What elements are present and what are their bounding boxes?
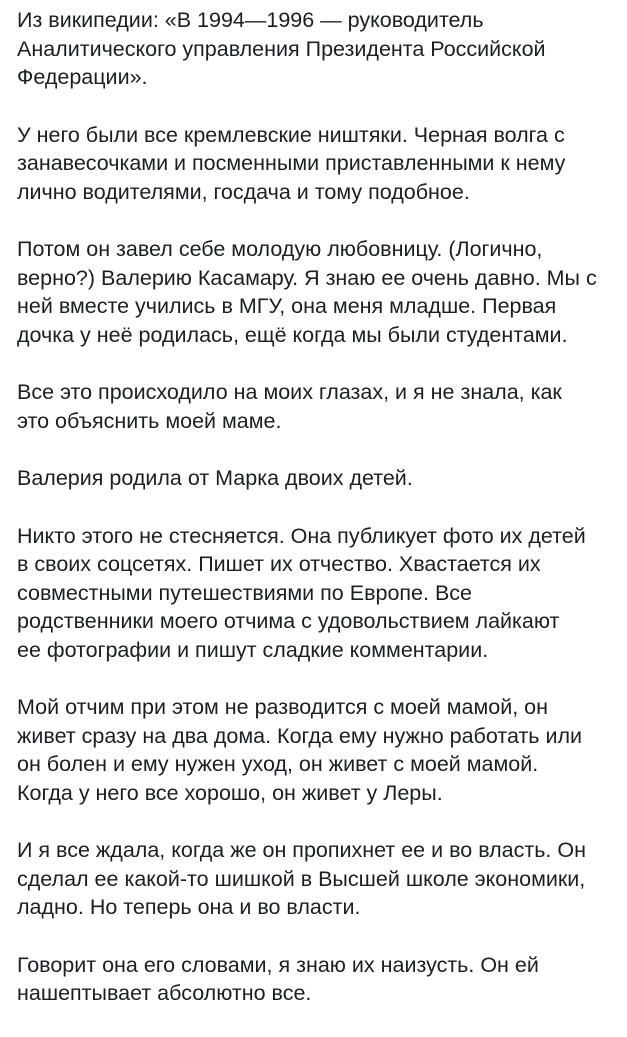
paragraph-mistress: Потом он завел себе молодую любовницу. (Логично, верно?) Валерию Касамару. Я знаю ее очень давно. Мы с ней вместе учились в МГУ, она меня младше. Первая дочка у неё родилась, ещё когда мы были студентами.: [17, 237, 597, 347]
paragraph-his-words: Говорит она его словами, я знаю их наизусть. Он ей нашептывает абсолютно все.: [17, 952, 539, 1005]
paragraph-power: И я все ждала, когда же он пропихнет ее и во власть. Он сделал ее какой-то шишкой в Высшей школе экономики, ладно. Но теперь она и во власти.: [17, 838, 586, 919]
paragraph-two-homes: Мой отчим при этом не разводится с моей мамой, он живет сразу на два дома. Когда ему нужно работать или он болен и ему нужен уход, он живет с моей мамой. Когда у него все хорошо, он живет у Леры.: [17, 695, 583, 805]
paragraph-children: Валерия родила от Марка двоих детей.: [17, 466, 413, 490]
paragraph-social-media: Никто этого не стесняется. Она публикует фото их детей в своих соцсетях. Пишет их отчество. Хвастается их совместными путешествиями по Европе. Все родственники моего отчима с удовольствием лайкают ее фотографии и пишут сладкие комментарии.: [17, 523, 586, 662]
paragraph-explain-to-mom: Все это происходило на моих глазах, и я не знала, как это объяснить моей маме.: [17, 380, 562, 433]
paragraph-wikipedia-quote: Из википедии: «В 1994—1996 — руководитель Аналитического управления Президента Российской Федерации».: [17, 8, 546, 89]
post-text: [17, 6, 617, 1037]
paragraph-kremlin-perks: У него были все кремлевские ништяки. Черная волга с занавесочками и посменными приставленными к нему лично водителями, госдача и тому подобное.: [17, 122, 566, 204]
